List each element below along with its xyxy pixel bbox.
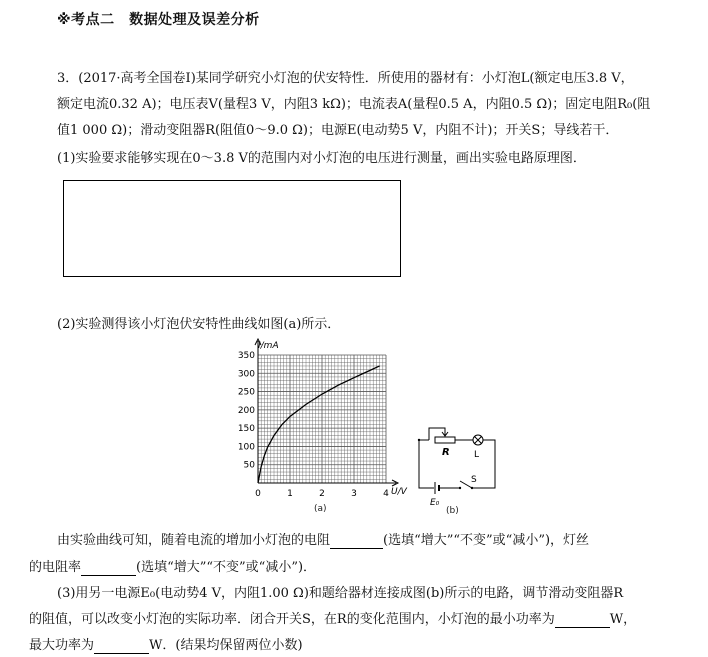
figure-b-caption: (b) [446,506,459,516]
question-1: (1)实验要求能够实现在0～3.8 V的范围内对小灯泡的电压进行测量，画出实验电路原理图． [57,151,586,166]
iv-curve-chart [225,335,405,513]
wire-left [419,440,434,488]
q3-text-min-before: 的阻值，可以改变小灯泡的实际功率．闭合开关S，在R的变化范围内，小灯泡的最小功率为 [29,612,555,627]
x-tick-label: 1 [287,489,293,499]
chart-grid [258,355,386,483]
rheostat-slider [429,428,445,440]
y-axis-label: I/mA [258,341,279,351]
label-l: L [474,450,480,460]
section-heading: ※考点二 数据处理及误差分析 [57,12,260,28]
x-axis-label: U/V [391,487,407,497]
q2-text-b-after: (选填“增大”“不变”或“减小”)． [136,560,317,575]
x-tick-label: 0 [255,489,261,499]
x-tick-label: 3 [351,489,357,499]
circuit-drawing-box[interactable] [63,180,401,277]
q3-text-max-before: 最大功率为 [29,638,95,653]
q2-text-b-before: 的电阻率 [29,560,82,575]
x-tick-label: 4 [383,489,389,499]
problem-line-3: 值1 000 Ω)；滑动变阻器R(阻值0～9.0 Ω)；电源E(电动势5 V，内阻不计)；开关S；导线若干． [57,123,619,138]
y-tick-label: 50 [243,460,255,471]
q2-answer-line-2 [29,556,316,576]
q2-answer-line-1 [57,529,589,549]
q3-text-max-after: W．(结果均保留两位小数) [149,638,303,653]
y-tick-label: 350 [237,351,255,361]
x-tick-label: 2 [319,489,325,499]
q3-line-1: (3)用另一电源E₀(电动势4 V，内阻1.00 Ω)和题给器材连接成图(b)所示的电路，调节滑动变阻器R [57,586,624,601]
label-s: S [471,475,477,485]
y-tick-label: 100 [237,442,255,453]
label-r: R [442,447,450,458]
q2-blank-resistance[interactable] [330,533,383,549]
q2-blank-resistivity[interactable] [81,560,136,576]
q3-blank-max-power[interactable] [94,638,149,654]
y-tick-label: 200 [237,405,255,416]
circuit-diagram-b [412,420,507,515]
y-tick-label: 300 [237,369,255,380]
y-tick-label: 150 [237,424,255,435]
y-tick-label: 250 [237,387,255,398]
figure-a-caption: (a) [314,504,327,514]
label-e0: E₀ [430,498,440,508]
question-2: (2)实验测得该小灯泡伏安特性曲线如图(a)所示． [57,317,341,332]
q2-text-a-before: 由实验曲线可知，随着电流的增加小灯泡的电阻 [57,533,331,548]
problem-line-2: 额定电流0.32 A)；电压表V(量程3 V，内阻3 kΩ)；电流表A(量程0.5 A，内阻0.5 Ω)；固定电阻R₀(阻 [57,97,651,112]
q3-line-3 [29,634,303,654]
rheostat-r [435,437,455,443]
q3-blank-min-power[interactable] [555,612,610,628]
problem-line-1: 3．(2017·高考全国卷Ⅰ)某同学研究小灯泡的伏安特性．所使用的器材有：小灯泡L(额定电压3.8 V， [57,71,634,86]
q3-line-2 [29,608,636,628]
q2-text-a-after: (选填“增大”“不变”或“减小”)，灯丝 [383,533,590,548]
q3-text-min-after: W， [609,612,637,627]
